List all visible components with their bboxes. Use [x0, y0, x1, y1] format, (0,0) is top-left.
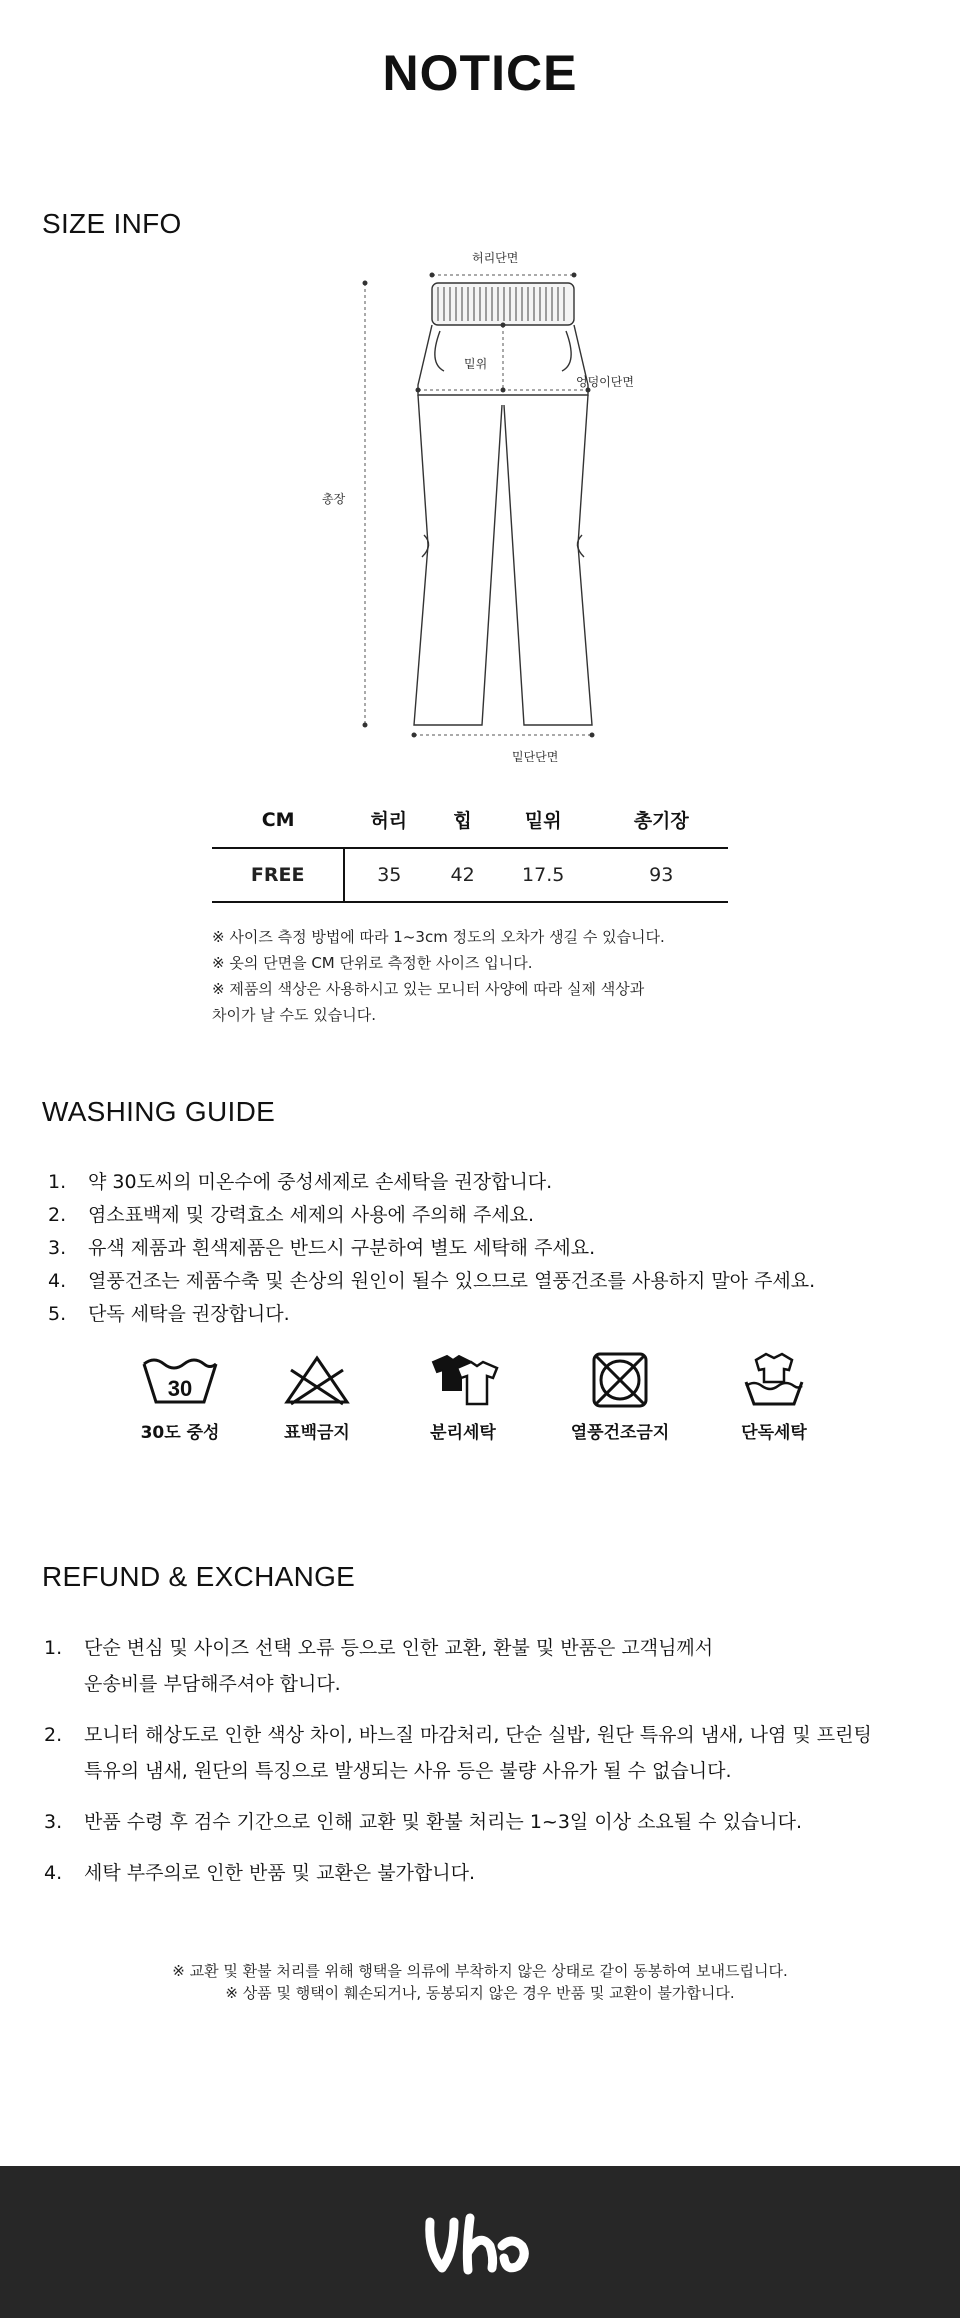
care-label: 표백금지 — [284, 1423, 350, 1443]
label-hem: 밑단단면 — [512, 750, 559, 764]
cell-hip: 42 — [450, 864, 475, 886]
care-label: 30도 중성 — [140, 1423, 220, 1443]
size-note: ※ 옷의 단면을 CM 단위로 측정한 사이즈 입니다. — [212, 954, 533, 972]
size-note: ※ 사이즈 측정 방법에 따라 1~3cm 정도의 오차가 생길 수 있습니다. — [212, 928, 665, 946]
no-tumble-dry-icon — [580, 1352, 660, 1408]
page-title: NOTICE — [382, 45, 578, 101]
care-item-no-tumble-dry — [550, 1352, 690, 1443]
label-length: 총장 — [322, 492, 346, 506]
footer — [0, 2166, 960, 2318]
care-item-single-wash — [704, 1352, 844, 1443]
single-wash-icon — [734, 1352, 814, 1408]
refund-exchange-heading: REFUND & EXCHANGE — [42, 1561, 356, 1592]
refund-exchange-list — [44, 1630, 924, 1906]
size-info-heading: SIZE INFO — [42, 208, 182, 239]
pants-size-diagram — [310, 245, 650, 770]
brand-logo-icon — [420, 2212, 540, 2276]
footnote: ※ 교환 및 환불 처리를 위해 행택을 의류에 부착하지 않은 상태로 같이 동봉하여 보내드립니다. — [172, 1962, 788, 1980]
list-item: 4. 열풍건조는 제품수축 및 손상의 원인이 될수 있으므로 열풍건조를 사용하지 말아 주세요. — [48, 1270, 816, 1292]
care-label: 단독세탁 — [741, 1423, 807, 1443]
list-item: 3. 반품 수령 후 검수 기간으로 인해 교환 및 환불 처리는 1~3일 이상 소요될 수 있습니다. — [44, 1811, 803, 1833]
wash-temperature: 30 — [167, 1376, 193, 1401]
size-table — [212, 792, 728, 903]
care-label: 열풍건조금지 — [570, 1423, 670, 1443]
list-item: 5. 단독 세탁을 권장합니다. — [48, 1303, 290, 1325]
label-rise: 밑위 — [464, 357, 488, 371]
size-note: ※ 제품의 색상은 사용하시고 있는 모니터 사양에 따라 실제 색상과 — [212, 980, 645, 998]
care-label: 분리세탁 — [430, 1423, 496, 1443]
washing-guide-list — [48, 1166, 928, 1331]
pants-illustration — [310, 245, 650, 770]
size-notes — [212, 924, 772, 1028]
header-rise: 밑위 — [524, 810, 562, 832]
size-table-header — [212, 792, 728, 848]
care-item-no-bleach — [247, 1352, 387, 1443]
header-waist: 허리 — [370, 810, 408, 832]
cell-waist: 35 — [377, 864, 402, 886]
list-item: 3. 유색 제품과 흰색제품은 반드시 구분하여 별도 세탁해 주세요. — [48, 1237, 596, 1259]
label-hip: 엉덩이단면 — [576, 375, 634, 389]
header-cm: CM — [261, 808, 295, 831]
row-size-label: FREE — [212, 848, 344, 902]
header-length: 총기장 — [633, 810, 689, 832]
header-hip: 힙 — [453, 810, 472, 832]
list-item: 1. 약 30도씨의 미온수에 중성세제로 손세탁을 권장합니다. — [48, 1171, 553, 1193]
size-note: 차이가 날 수도 있습니다. — [212, 1006, 376, 1024]
care-icons — [110, 1352, 850, 1462]
label-waist: 허리단면 — [472, 251, 519, 265]
cell-rise: 17.5 — [522, 864, 565, 886]
wash-30-icon — [140, 1352, 220, 1408]
separate-wash-icon — [423, 1352, 503, 1408]
washing-guide-heading: WASHING GUIDE — [42, 1096, 276, 1127]
list-item: 2. 모니터 해상도로 인한 색상 차이, 바느질 마감처리, 단순 실밥, 원단 특유의 냄새, 나염 및 프린팅 특유의 냄새, 원단의 특징으로 발생되는 사유 등은 불량 사유가 될 수 없습니다. — [44, 1724, 872, 1782]
refund-footnotes — [0, 1960, 960, 2004]
table-row — [212, 848, 728, 902]
cell-length: 93 — [649, 864, 674, 886]
no-bleach-icon — [277, 1352, 357, 1408]
list-item: 1. 단순 변심 및 사이즈 선택 오류 등으로 인한 교환, 환불 및 반품은 고객님께서 운송비를 부담해주셔야 합니다. — [44, 1637, 714, 1695]
care-item-separate-wash — [393, 1352, 533, 1443]
list-item: 2. 염소표백제 및 강력효소 세제의 사용에 주의해 주세요. — [48, 1204, 535, 1226]
list-item: 4. 세탁 부주의로 인한 반품 및 교환은 불가합니다. — [44, 1862, 476, 1884]
footnote: ※ 상품 및 행택이 훼손되거나, 동봉되지 않은 경우 반품 및 교환이 불가합니다. — [225, 1984, 735, 2002]
care-item-wash-30 — [110, 1352, 250, 1443]
